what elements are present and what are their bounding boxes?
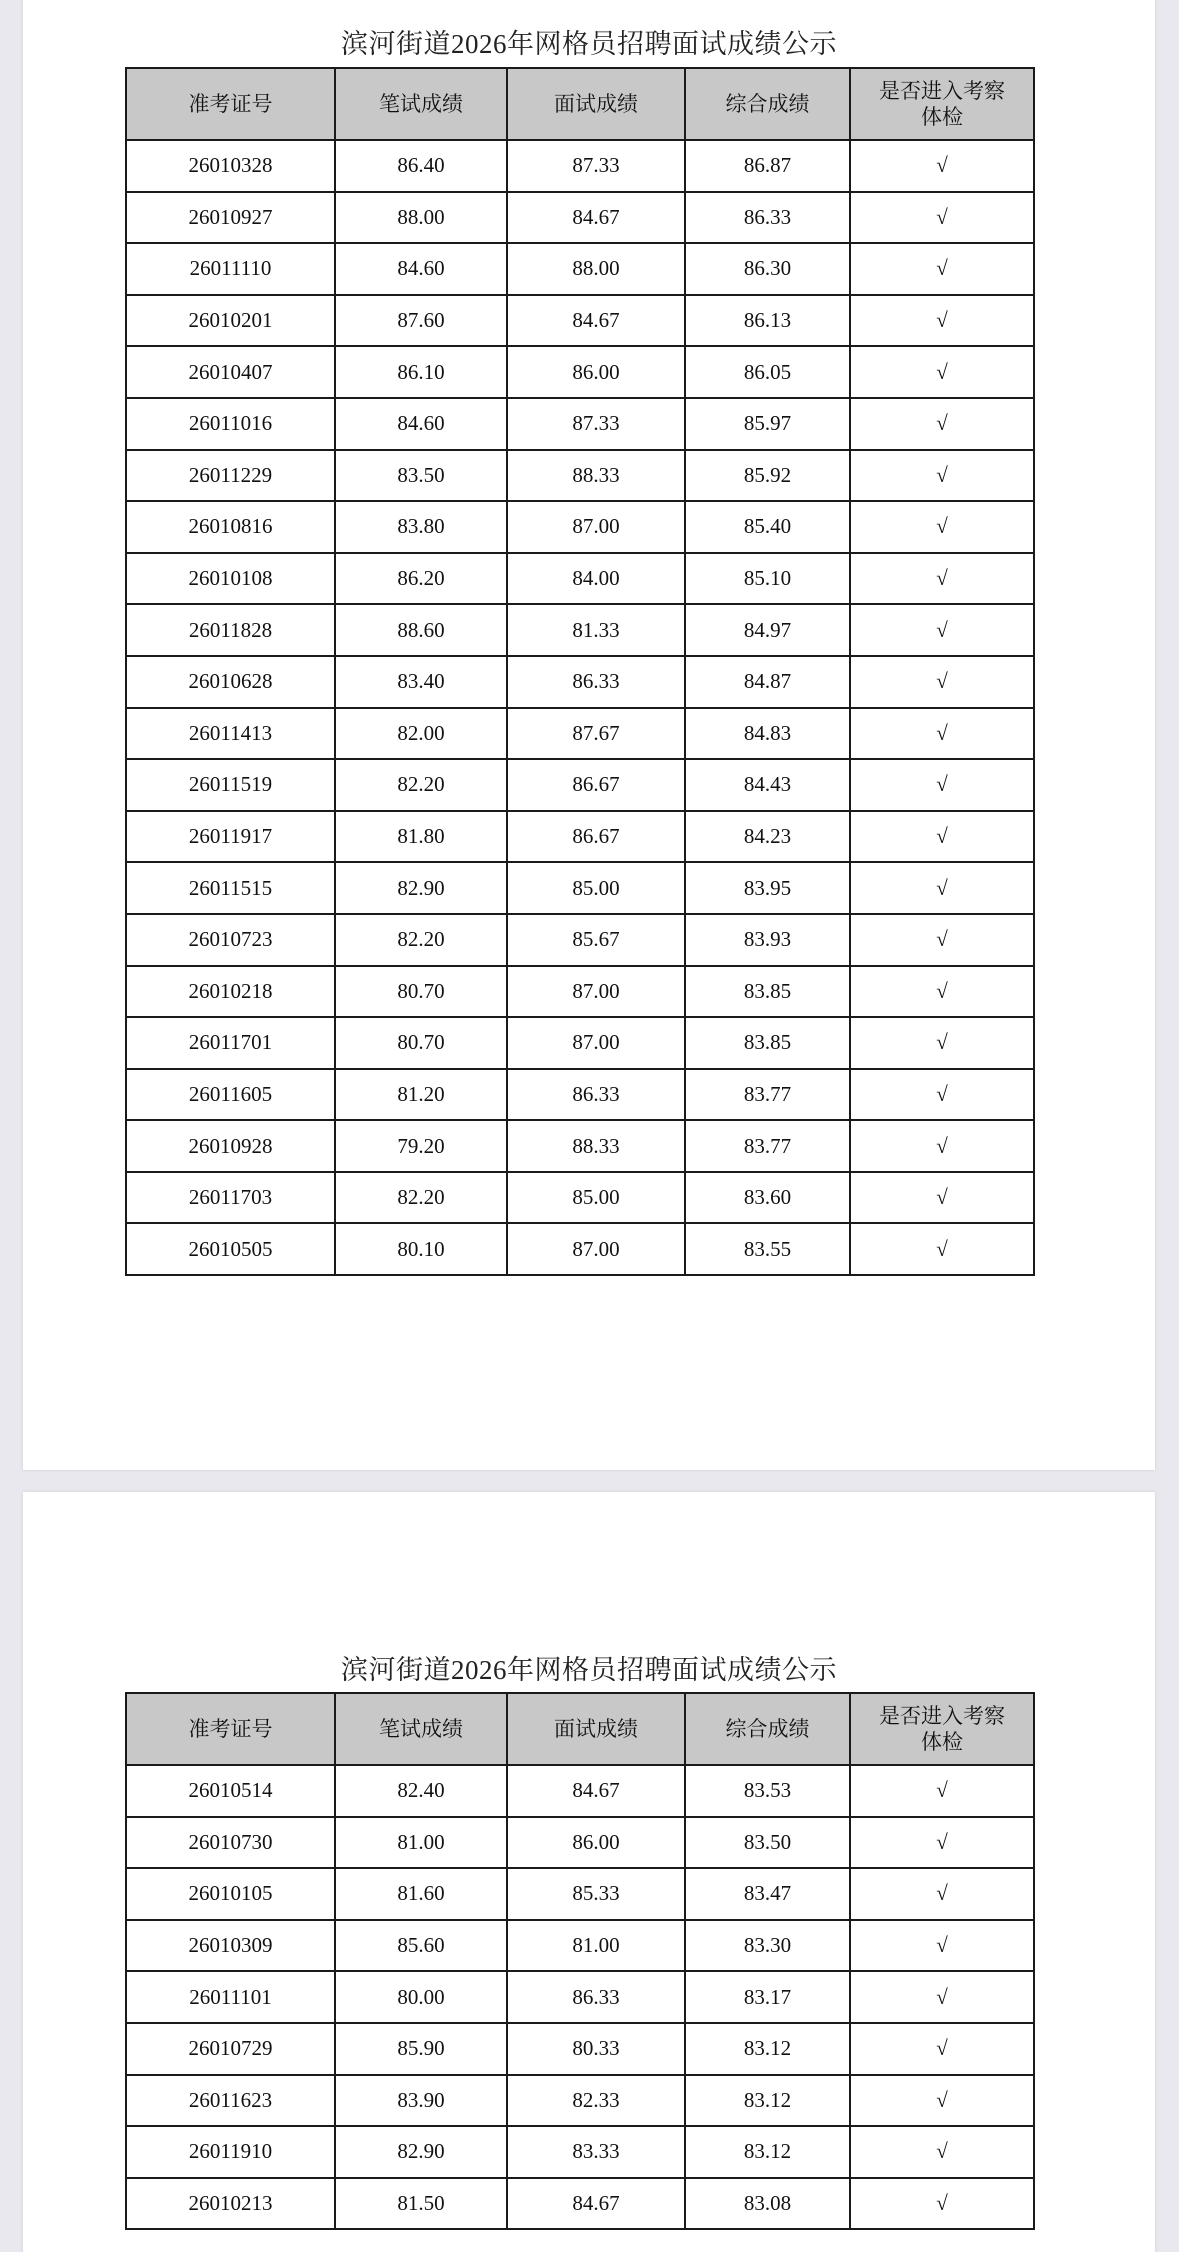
written-score-cell: 81.80 [335,811,507,863]
written-score-cell: 80.00 [335,1971,507,2023]
exam-number-cell: 26011910 [126,2126,335,2178]
advance-mark-cell: √ [850,604,1034,656]
advance-mark-cell: √ [850,346,1034,398]
exam-number-cell: 26010927 [126,192,335,244]
interview-score-cell: 84.67 [507,192,685,244]
written-score-cell: 79.20 [335,1120,507,1172]
table-row [126,501,1034,553]
table-row [126,1172,1034,1224]
written-score-cell: 87.60 [335,295,507,347]
exam-number-cell: 26010309 [126,1920,335,1972]
interview-score-cell: 87.00 [507,501,685,553]
advance-mark-cell: √ [850,1920,1034,1972]
interview-score-cell: 86.00 [507,1817,685,1869]
total-score-cell: 86.30 [685,243,850,295]
total-score-cell: 83.50 [685,1817,850,1869]
written-score-cell: 83.40 [335,656,507,708]
interview-score-cell: 87.67 [507,708,685,760]
exam-number-cell: 26010218 [126,966,335,1018]
table-row [126,1223,1034,1275]
interview-score-cell: 86.33 [507,1069,685,1121]
exam-number-cell: 26011519 [126,759,335,811]
advance-mark-cell: √ [850,708,1034,760]
header-advance-line2: 体检 [921,1730,963,1754]
total-score-cell: 83.17 [685,1971,850,2023]
interview-score-cell: 85.33 [507,1868,685,1920]
exam-number-cell: 26011623 [126,2075,335,2127]
table-row [126,1017,1034,1069]
exam-number-cell: 26010723 [126,914,335,966]
interview-score-cell: 84.00 [507,553,685,605]
header-row [126,68,1034,140]
exam-number-cell: 26011703 [126,1172,335,1224]
advance-mark-cell: √ [850,2126,1034,2178]
table-row [126,398,1034,450]
table-row [126,604,1034,656]
interview-score-cell: 84.67 [507,2178,685,2230]
header-total-score: 综合成绩 [685,1693,850,1765]
table-row [126,2126,1034,2178]
table-row [126,1765,1034,1817]
written-score-cell: 82.00 [335,708,507,760]
exam-number-cell: 26010407 [126,346,335,398]
header-written-score: 笔试成绩 [335,68,507,140]
scores-table [125,1692,1035,2230]
interview-score-cell: 87.00 [507,1223,685,1275]
document-page-1 [23,0,1155,1470]
exam-number-cell: 26010105 [126,1868,335,1920]
scores-table [125,67,1035,1276]
interview-score-cell: 82.33 [507,2075,685,2127]
advance-mark-cell: √ [850,192,1034,244]
written-score-cell: 82.40 [335,1765,507,1817]
table-row [126,1920,1034,1972]
advance-mark-cell: √ [850,1069,1034,1121]
total-score-cell: 85.97 [685,398,850,450]
advance-mark-cell: √ [850,1120,1034,1172]
exam-number-cell: 26011110 [126,243,335,295]
advance-mark-cell: √ [850,501,1034,553]
written-score-cell: 83.80 [335,501,507,553]
written-score-cell: 88.60 [335,604,507,656]
total-score-cell: 84.97 [685,604,850,656]
written-score-cell: 86.10 [335,346,507,398]
interview-score-cell: 87.33 [507,398,685,450]
table-row [126,192,1034,244]
written-score-cell: 81.50 [335,2178,507,2230]
exam-number-cell: 26010213 [126,2178,335,2230]
advance-mark-cell: √ [850,811,1034,863]
page-title: 滨河街道2026年网格员招聘面试成绩公示 [341,29,837,59]
total-score-cell: 83.85 [685,966,850,1018]
interview-score-cell: 83.33 [507,2126,685,2178]
interview-score-cell: 86.67 [507,811,685,863]
table-row [126,2075,1034,2127]
advance-mark-cell: √ [850,914,1034,966]
exam-number-cell: 26010729 [126,2023,335,2075]
exam-number-cell: 26011515 [126,862,335,914]
advance-mark-cell: √ [850,1223,1034,1275]
interview-score-cell: 81.33 [507,604,685,656]
interview-score-cell: 87.33 [507,140,685,192]
written-score-cell: 83.90 [335,2075,507,2127]
advance-mark-cell: √ [850,398,1034,450]
exam-number-cell: 26010505 [126,1223,335,1275]
total-score-cell: 83.12 [685,2126,850,2178]
total-score-cell: 83.12 [685,2023,850,2075]
written-score-cell: 84.60 [335,398,507,450]
advance-mark-cell: √ [850,2178,1034,2230]
written-score-cell: 82.20 [335,759,507,811]
header-advance-to-check [850,68,1034,140]
total-score-cell: 86.33 [685,192,850,244]
header-advance-to-check [850,1693,1034,1765]
interview-score-cell: 88.33 [507,450,685,502]
table-row [126,966,1034,1018]
written-score-cell: 81.60 [335,1868,507,1920]
table-row [126,1069,1034,1121]
table-row [126,243,1034,295]
advance-mark-cell: √ [850,450,1034,502]
page-title: 滨河街道2026年网格员招聘面试成绩公示 [341,1655,837,1685]
total-score-cell: 85.92 [685,450,850,502]
advance-mark-cell: √ [850,243,1034,295]
interview-score-cell: 85.67 [507,914,685,966]
exam-number-cell: 26010928 [126,1120,335,1172]
advance-mark-cell: √ [850,295,1034,347]
table-row [126,1817,1034,1869]
interview-score-cell: 87.00 [507,1017,685,1069]
header-exam-number: 准考证号 [126,68,335,140]
header-written-score: 笔试成绩 [335,1693,507,1765]
exam-number-cell: 26010514 [126,1765,335,1817]
total-score-cell: 83.08 [685,2178,850,2230]
interview-score-cell: 87.00 [507,966,685,1018]
total-score-cell: 83.60 [685,1172,850,1224]
header-row [126,1693,1034,1765]
written-score-cell: 80.70 [335,966,507,1018]
advance-mark-cell: √ [850,1868,1034,1920]
written-score-cell: 82.90 [335,862,507,914]
table-row [126,759,1034,811]
advance-mark-cell: √ [850,140,1034,192]
table-row [126,1971,1034,2023]
total-score-cell: 84.23 [685,811,850,863]
interview-score-cell: 84.67 [507,1765,685,1817]
total-score-cell: 83.55 [685,1223,850,1275]
total-score-cell: 86.87 [685,140,850,192]
advance-mark-cell: √ [850,2023,1034,2075]
advance-mark-cell: √ [850,966,1034,1018]
total-score-cell: 84.87 [685,656,850,708]
interview-score-cell: 86.67 [507,759,685,811]
table-row [126,1868,1034,1920]
written-score-cell: 88.00 [335,192,507,244]
header-total-score: 综合成绩 [685,68,850,140]
interview-score-cell: 85.00 [507,862,685,914]
total-score-cell: 84.83 [685,708,850,760]
header-interview-score: 面试成绩 [507,1693,685,1765]
total-score-cell: 83.53 [685,1765,850,1817]
exam-number-cell: 26011605 [126,1069,335,1121]
exam-number-cell: 26011701 [126,1017,335,1069]
total-score-cell: 83.85 [685,1017,850,1069]
written-score-cell: 85.60 [335,1920,507,1972]
exam-number-cell: 26011413 [126,708,335,760]
advance-mark-cell: √ [850,553,1034,605]
total-score-cell: 83.93 [685,914,850,966]
written-score-cell: 82.90 [335,2126,507,2178]
written-score-cell: 86.40 [335,140,507,192]
advance-mark-cell: √ [850,1172,1034,1224]
table-row [126,2178,1034,2230]
table-row [126,140,1034,192]
written-score-cell: 86.20 [335,553,507,605]
written-score-cell: 81.20 [335,1069,507,1121]
exam-number-cell: 26010108 [126,553,335,605]
table-row [126,708,1034,760]
exam-number-cell: 26011828 [126,604,335,656]
total-score-cell: 84.43 [685,759,850,811]
interview-score-cell: 84.67 [507,295,685,347]
total-score-cell: 83.30 [685,1920,850,1972]
total-score-cell: 83.77 [685,1069,850,1121]
exam-number-cell: 26011917 [126,811,335,863]
total-score-cell: 83.95 [685,862,850,914]
written-score-cell: 83.50 [335,450,507,502]
header-interview-score: 面试成绩 [507,68,685,140]
interview-score-cell: 81.00 [507,1920,685,1972]
document-page-2 [23,1492,1155,2252]
written-score-cell: 80.70 [335,1017,507,1069]
interview-score-cell: 85.00 [507,1172,685,1224]
exam-number-cell: 26010628 [126,656,335,708]
exam-number-cell: 26011101 [126,1971,335,2023]
advance-mark-cell: √ [850,759,1034,811]
total-score-cell: 86.13 [685,295,850,347]
advance-mark-cell: √ [850,656,1034,708]
header-advance-line1: 是否进入考察 [879,1703,1005,1728]
written-score-cell: 82.20 [335,914,507,966]
table-row [126,1120,1034,1172]
interview-score-cell: 86.00 [507,346,685,398]
exam-number-cell: 26010730 [126,1817,335,1869]
advance-mark-cell: √ [850,2075,1034,2127]
advance-mark-cell: √ [850,1017,1034,1069]
advance-mark-cell: √ [850,862,1034,914]
exam-number-cell: 26011016 [126,398,335,450]
table-row [126,553,1034,605]
total-score-cell: 85.10 [685,553,850,605]
interview-score-cell: 86.33 [507,1971,685,2023]
header-advance-line1: 是否进入考察 [879,78,1005,103]
advance-mark-cell: √ [850,1765,1034,1817]
total-score-cell: 83.47 [685,1868,850,1920]
advance-mark-cell: √ [850,1971,1034,2023]
exam-number-cell: 26010201 [126,295,335,347]
header-exam-number: 准考证号 [126,1693,335,1765]
written-score-cell: 81.00 [335,1817,507,1869]
interview-score-cell: 86.33 [507,656,685,708]
table-row [126,295,1034,347]
interview-score-cell: 88.33 [507,1120,685,1172]
table-row [126,450,1034,502]
table-row [126,346,1034,398]
table-row [126,2023,1034,2075]
interview-score-cell: 80.33 [507,2023,685,2075]
advance-mark-cell: √ [850,1817,1034,1869]
table-row [126,811,1034,863]
table-row [126,914,1034,966]
total-score-cell: 85.40 [685,501,850,553]
total-score-cell: 83.77 [685,1120,850,1172]
exam-number-cell: 26011229 [126,450,335,502]
written-score-cell: 84.60 [335,243,507,295]
header-advance-line2: 体检 [921,105,963,129]
exam-number-cell: 26010816 [126,501,335,553]
written-score-cell: 80.10 [335,1223,507,1275]
total-score-cell: 83.12 [685,2075,850,2127]
table-row [126,656,1034,708]
interview-score-cell: 88.00 [507,243,685,295]
exam-number-cell: 26010328 [126,140,335,192]
total-score-cell: 86.05 [685,346,850,398]
written-score-cell: 82.20 [335,1172,507,1224]
written-score-cell: 85.90 [335,2023,507,2075]
table-row [126,862,1034,914]
